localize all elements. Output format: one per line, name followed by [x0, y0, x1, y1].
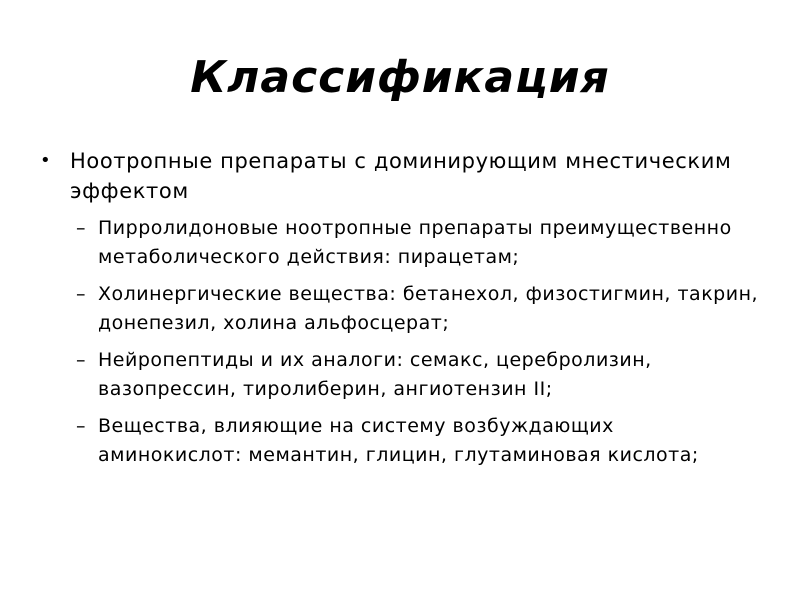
bullet-icon: • — [40, 150, 52, 171]
sub-item-text: Пирролидоновые ноотропные препараты преимущественно метаболического действия: пирацетам; — [98, 217, 732, 268]
main-bullet-item — [40, 146, 760, 206]
sub-item-text: Вещества, влияющие на систему возбуждающих аминокислот: мемантин, глицин, глутаминовая кислота; — [98, 415, 699, 466]
main-bullet-text: Ноотропные препараты с доминирующим мнестическим эффектом — [70, 149, 732, 203]
sub-item — [40, 412, 760, 470]
sub-item — [40, 280, 760, 338]
slide-content — [40, 146, 760, 478]
dash-icon: – — [76, 415, 86, 437]
sub-item — [40, 346, 760, 404]
sub-item-text: Нейропептиды и их аналоги: семакс, церебролизин, вазопрессин, тиролиберин, ангиотензин II; — [98, 349, 652, 400]
sub-item — [40, 214, 760, 272]
dash-icon: – — [76, 217, 86, 239]
dash-icon: – — [76, 283, 86, 305]
dash-icon: – — [76, 349, 86, 371]
sub-item-text: Холинергические вещества: бетанехол, физостигмин, такрин, донепезил, холина альфосцерат; — [98, 283, 759, 334]
slide-title: Классификация — [190, 52, 610, 103]
sub-item-list — [40, 214, 760, 470]
